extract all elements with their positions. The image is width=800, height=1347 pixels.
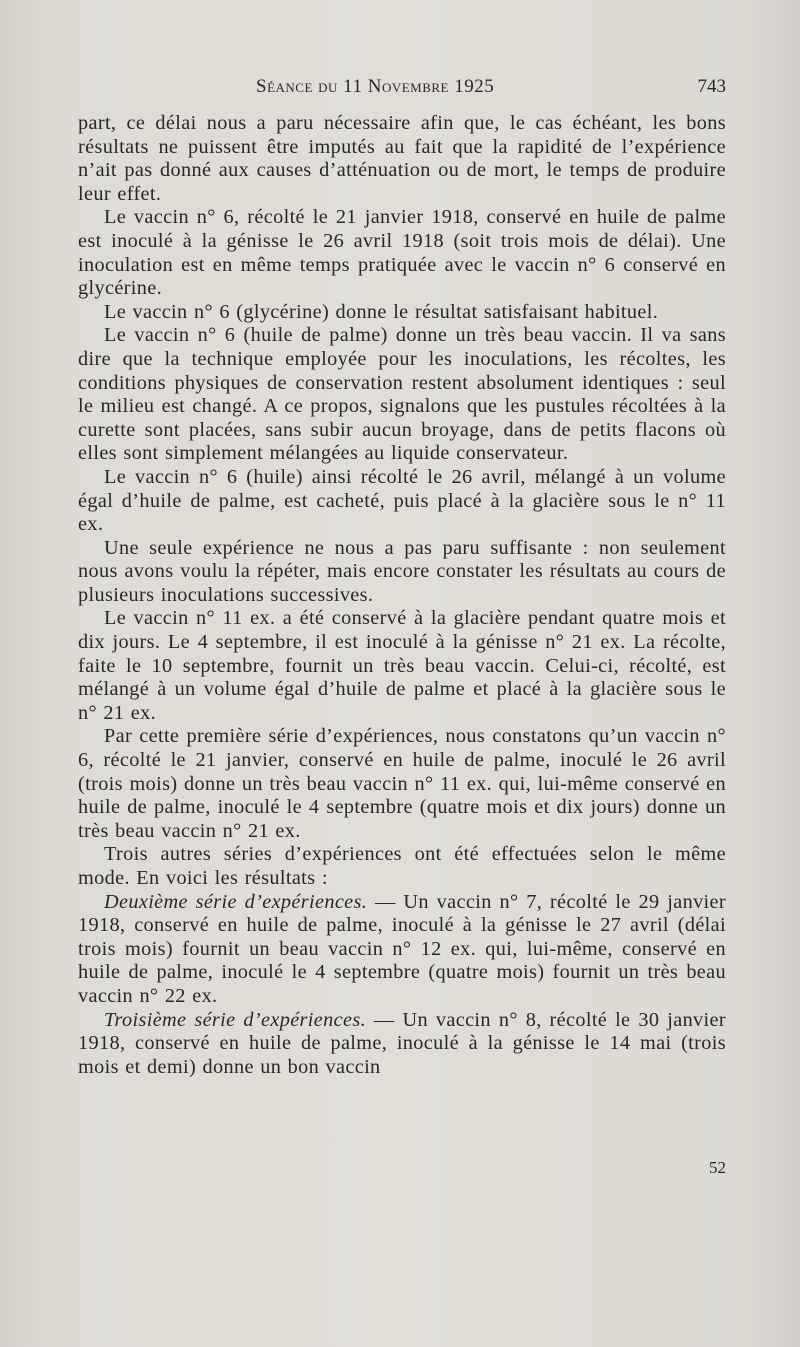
paragraph-text: Le vaccin n° 11 ex. a été conservé à la glacière pendant quatre mois et dix jours. Le 4 septembre, il est inoculé à la génisse n° 21 ex. La récolte, faite le 10 septembre, fournit un très beau vaccin. Celui-ci, récolté, est mélangé à un volume égal d’huile de palme et placé à la glacière sous le n° 21 ex.: [78, 607, 726, 724]
paragraph-text: — Un vaccin n° 8, récolté le 30 janvier 1918, conservé en huile de palme, inoculé à la génisse le 14 mai (trois mois et demi) donne un bon vaccin: [78, 1008, 726, 1078]
paragraph: [78, 324, 726, 466]
paragraph: [78, 607, 726, 725]
paragraph-text: Le vaccin n° 6, récolté le 21 janvier 1918, conservé en huile de palme est inoculé à la génisse le 26 avril 1918 (soit trois mois de délai). Une inoculation est en même temps pratiquée avec le vaccin n° 6 conservé en glycérine.: [78, 206, 726, 300]
paragraph: [78, 301, 726, 325]
body-text: [78, 112, 726, 1079]
signature-mark: 52: [709, 1158, 726, 1177]
paragraph-text: — Un vaccin n° 7, récolté le 29 janvier 1918, conservé en huile de palme, inoculé à la génisse le 27 avril (délai trois mois) fournit un beau vaccin n° 12 ex. qui, lui-même, conservé en huile de palme, inoculé le 4 septembre (quatre mois) fournit un très beau vaccin n° 22 ex.: [78, 890, 726, 1007]
paragraph-lead: Deuxième série d’expériences.: [104, 890, 368, 913]
paragraph: [78, 206, 726, 300]
paragraph-text: Trois autres séries d’expériences ont été effectuées selon le même mode. En voici les résultats :: [78, 843, 726, 889]
paragraph: [78, 725, 726, 843]
page-header: [78, 76, 726, 106]
paragraph-series-3: [78, 1009, 726, 1080]
paragraph-text: Par cette première série d’expériences, nous constatons qu’un vaccin n° 6, récolté le 21 janvier, conservé en huile de palme, inoculé le 26 avril (trois mois) donne un très beau vaccin n° 11 ex. qui, lui-même conservé en huile de palme, inoculé le 4 septembre (quatre mois et dix jours) donne un très beau vaccin n° 21 ex.: [78, 725, 726, 842]
paragraph-series-2: [78, 891, 726, 1009]
paragraph-lead: Troisième série d’expériences.: [104, 1008, 366, 1031]
paragraph: [78, 537, 726, 608]
paragraph-continuation: [78, 112, 726, 206]
paragraph: [78, 843, 726, 890]
paragraph-text: Le vaccin n° 6 (huile) ainsi récolté le 26 avril, mélangé à un volume égal d’huile de palme, est cacheté, puis placé à la glacière sous le n° 11 ex.: [78, 465, 726, 536]
paragraph: [78, 466, 726, 537]
paragraph-text: Une seule expérience ne nous a pas paru suffisante : non seulement nous avons voulu la répéter, mais encore constater les résultats au cours de plusieurs inoculations successives.: [78, 536, 726, 606]
page-number: 743: [697, 76, 726, 97]
paragraph-text: Le vaccin n° 6 (glycérine) donne le résultat satisfaisant habituel.: [104, 300, 659, 323]
paragraph-text: Le vaccin n° 6 (huile de palme) donne un très beau vaccin. Il va sans dire que la technique employée pour les inoculations, les récoltes, les conditions physiques de conservation restent absolument identiques : seul le milieu est changé. A ce propos, signalons que les pustules récoltées à la curette sont placées, sans subir aucun broyage, dans de petits flacons où elles sont simplement mélangées au liquide conservateur.: [78, 324, 726, 465]
running-head: Séance du 11 Novembre 1925: [256, 76, 495, 97]
paragraph-text: part, ce délai nous a paru nécessaire afin que, le cas échéant, les bons résultats ne puissent être imputés au fait que la rapidité de l’expérience n’ait pas donné aux causes d’atténuation ou de mort, le temps de produire leur effet.: [78, 112, 726, 205]
